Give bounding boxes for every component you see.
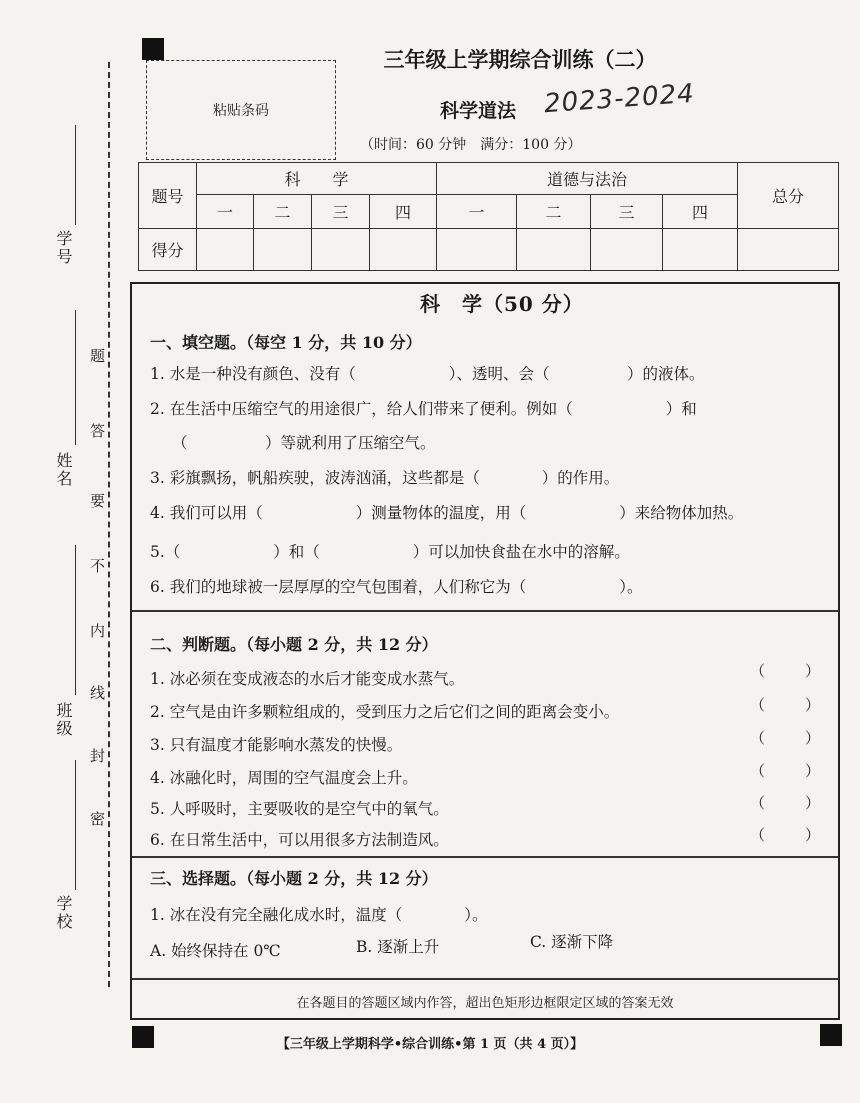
fill-question-6: 6. 我们的地球被一层厚厚的空气包围着，人们称它为（ ）。 — [150, 578, 643, 596]
row-header-score: 得分 — [139, 229, 197, 271]
judge-answer-6[interactable]: （ ） — [750, 826, 820, 844]
page-title: 三年级上学期综合训练（二） — [383, 47, 657, 72]
barcode-label: 粘贴条码 — [213, 103, 269, 119]
field-label-class: 班级 — [54, 702, 73, 738]
judge-item-1: 1. 冰必须在变成液态的水后才能变成水蒸气。 — [150, 670, 465, 688]
field-line-name — [75, 310, 76, 445]
registration-mark-top-left — [142, 38, 164, 60]
score-cell[interactable] — [663, 229, 738, 271]
handwritten-year: 2023-2024 — [543, 78, 696, 120]
binding-warning-char: 不 — [90, 557, 106, 575]
choice-question-1: 1. 冰在没有完全融化成水时，温度（ ）。 — [150, 906, 488, 924]
field-line-school — [75, 760, 76, 890]
binding-warning-char: 封 — [90, 747, 106, 765]
column-header: 四 — [370, 195, 437, 229]
fill-blank-heading: 一、填空题。（每空 1 分，共 10 分） — [150, 333, 422, 352]
score-cell[interactable] — [517, 229, 591, 271]
score-cell[interactable] — [312, 229, 370, 271]
time-info: （时间：60 分钟 满分：100 分） — [360, 137, 582, 153]
binding-warning-char: 答 — [90, 422, 106, 440]
field-label-student-number: 学号 — [54, 230, 73, 266]
judge-item-5: 5. 人呼吸时，主要吸收的是空气中的氧气。 — [150, 800, 449, 818]
binding-warning-char: 要 — [90, 492, 106, 510]
column-header: 三 — [312, 195, 370, 229]
column-header: 二 — [254, 195, 312, 229]
binding-warning-char: 题 — [90, 347, 106, 365]
judge-answer-4[interactable]: （ ） — [750, 762, 820, 780]
barcode-area — [146, 60, 336, 160]
fill-question-2: 2. 在生活中压缩空气的用途很广，给人们带来了便利。例如（ ）和 — [150, 400, 697, 418]
judge-answer-2[interactable]: （ ） — [750, 696, 820, 714]
binding-warning-char: 线 — [90, 684, 106, 702]
column-header: 三 — [591, 195, 663, 229]
score-table — [138, 162, 839, 271]
choice-heading: 三、选择题。（每小题 2 分，共 12 分） — [150, 869, 438, 888]
total-score-cell[interactable] — [738, 229, 839, 271]
registration-mark-bottom-right — [820, 1024, 842, 1046]
section-separator — [132, 978, 838, 980]
column-header: 一 — [437, 195, 517, 229]
fill-question-3: 3. 彩旗飘扬，帆船疾驶，波涛汹涌，这些都是（ ）的作用。 — [150, 469, 620, 487]
section-separator — [132, 610, 838, 612]
score-cell[interactable] — [254, 229, 312, 271]
judge-heading: 二、判断题。（每小题 2 分，共 12 分） — [150, 635, 438, 654]
choice-option-b[interactable]: B. 逐渐上升 — [356, 938, 440, 956]
fill-question-5: 5.（ ）和（ ）可以加快食盐在水中的溶解。 — [150, 543, 630, 561]
fill-question-1: 1. 水是一种没有颜色、没有（ ）、透明、会（ ）的液体。 — [150, 365, 705, 383]
judge-answer-1[interactable]: （ ） — [750, 662, 820, 680]
score-cell[interactable] — [370, 229, 437, 271]
fill-question-4: 4. 我们可以用（ ）测量物体的温度，用（ ）来给物体加热。 — [150, 504, 744, 522]
judge-item-6: 6. 在日常生活中，可以用很多方法制造风。 — [150, 831, 449, 849]
judge-item-3: 3. 只有温度才能影响水蒸发的快慢。 — [150, 736, 403, 754]
field-line-student-number — [75, 125, 76, 225]
judge-item-2: 2. 空气是由许多颗粒组成的，受到压力之后它们之间的距离会变小。 — [150, 703, 620, 721]
page-footer: 【三年级上学期科学•综合训练•第 1 页（共 4 页）】 — [276, 1037, 584, 1052]
section-separator — [132, 856, 838, 858]
column-header: 一 — [197, 195, 254, 229]
choice-option-a[interactable]: A. 始终保持在 0℃ — [150, 942, 281, 960]
row-header-question: 题号 — [139, 163, 197, 229]
column-header: 四 — [663, 195, 738, 229]
binding-warning-char: 密 — [90, 810, 106, 828]
total-header: 总分 — [738, 163, 839, 229]
choice-option-c[interactable]: C. 逐渐下降 — [530, 933, 614, 951]
field-label-school: 学校 — [54, 895, 73, 931]
column-header: 二 — [517, 195, 591, 229]
field-label-name: 姓名 — [54, 452, 73, 488]
group-header-morality: 道德与法治 — [437, 163, 738, 195]
binding-warning-char: 内 — [90, 622, 106, 640]
score-cell[interactable] — [437, 229, 517, 271]
binding-dashed-line — [108, 62, 110, 987]
fill-question-2-cont: （ ）等就利用了压缩空气。 — [172, 434, 436, 452]
score-cell[interactable] — [197, 229, 254, 271]
judge-item-4: 4. 冰融化时，周围的空气温度会上升。 — [150, 769, 418, 787]
group-header-science: 科 学 — [197, 163, 437, 195]
score-cell[interactable] — [591, 229, 663, 271]
answer-area-notice: 在各题目的答题区域内作答，超出色矩形边框限定区域的答案无效 — [296, 996, 674, 1011]
field-line-class — [75, 545, 76, 695]
section-title-science: 科 学（50 分） — [420, 292, 584, 316]
judge-answer-5[interactable]: （ ） — [750, 794, 820, 812]
subject-title: 科学道法 — [440, 100, 517, 122]
judge-answer-3[interactable]: （ ） — [750, 729, 820, 747]
